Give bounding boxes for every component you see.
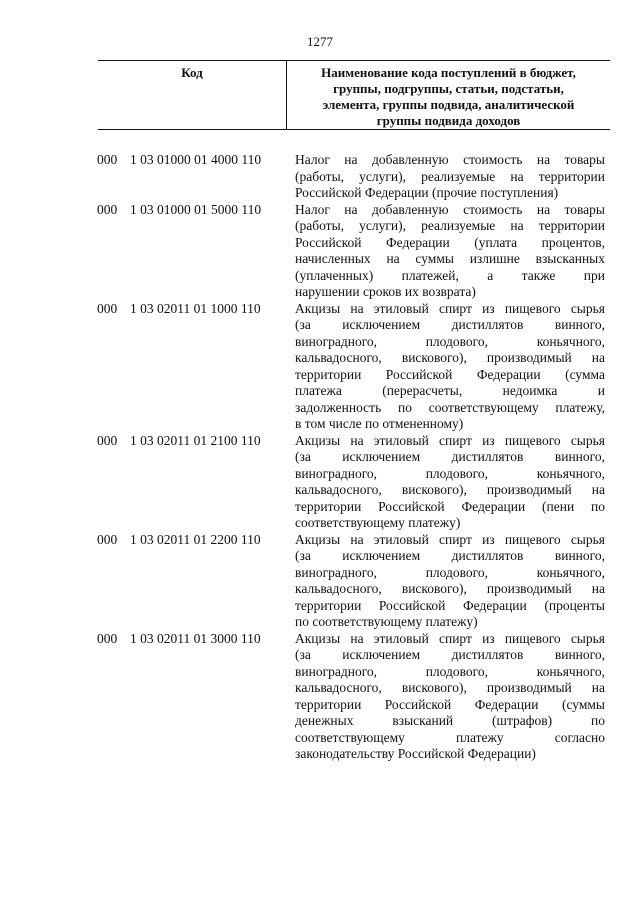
description-line: в том числе по отмененному) (295, 416, 464, 431)
description-line: кальвадосного, вискового), производимый на (295, 350, 605, 365)
description-line: территории Российской Федерации (суммы (295, 696, 605, 712)
description-line: Акцизы на этиловый спирт из пищевого сырья (295, 630, 605, 646)
table-row (0, 301, 640, 433)
description-line: задолженность по соответствующему платежу, (295, 399, 605, 415)
description-line: виноградного, плодового, коньячного, (295, 465, 605, 481)
description-line: (за исключением дистиллятов винного, (295, 647, 605, 662)
description-line: начисленных на суммы излишне взысканных (295, 251, 605, 266)
income-code: 1 03 02011 01 2100 110 (130, 432, 261, 448)
description-line: Российской Федерации (прочие поступления) (295, 185, 559, 200)
description-line: (за исключением дистиллятов винного, (295, 449, 605, 464)
admin-code: 000 (97, 201, 118, 217)
income-code: 1 03 02011 01 1000 110 (130, 300, 261, 316)
income-description (295, 152, 605, 202)
description-line: (уплаченных) платежей, а также при (295, 267, 605, 283)
header-name-line: группы, подгруппы, статьи, подстатьи, (333, 81, 564, 96)
admin-code: 000 (97, 630, 118, 646)
description-line: нарушении сроков их возврата) (295, 284, 476, 299)
description-line: территории Российской Федерации (проценты (295, 597, 605, 613)
income-description (295, 532, 605, 631)
description-line: законодательству Российской Федерации) (295, 746, 536, 761)
description-line: по соответствующему платежу) (295, 614, 478, 629)
table-row (0, 631, 640, 763)
description-line: кальвадосного, вискового), производимый на (295, 581, 605, 596)
table-row (0, 433, 640, 532)
income-description (295, 202, 605, 301)
table-row (0, 532, 640, 631)
header-name-line: группы подвида доходов (376, 113, 521, 128)
income-description (295, 433, 605, 532)
description-line: (за исключением дистиллятов винного, (295, 317, 605, 332)
description-line: Налог на добавленную стоимость на товары (295, 201, 605, 217)
description-line: (работы, услуги), реализуемые на территории (295, 168, 605, 184)
admin-code: 000 (97, 300, 118, 316)
income-code: 1 03 02011 01 2200 110 (130, 531, 261, 547)
admin-code: 000 (97, 432, 118, 448)
header-code-column: Код (181, 65, 203, 80)
description-line: Акцизы на этиловый спирт из пищевого сырья (295, 432, 605, 448)
admin-code: 000 (97, 531, 118, 547)
description-line: (работы, услуги), реализуемые на территории (295, 218, 605, 233)
description-line: территории Российской Федерации (пени по (295, 498, 605, 514)
description-line: территории Российской Федерации (сумма (295, 366, 605, 382)
income-code: 1 03 01000 01 5000 110 (130, 201, 262, 217)
admin-code: 000 (97, 152, 118, 167)
description-line: кальвадосного, вискового), производимый на (295, 680, 605, 695)
header-name-line: элемента, группы подвида, аналитической (322, 97, 575, 112)
income-description (295, 631, 605, 763)
income-description (295, 301, 605, 433)
description-line: кальвадосного, вискового), производимый на (295, 482, 605, 497)
description-line: денежных взысканий (штрафов) по (295, 713, 605, 728)
description-line: соответствующему платежу согласно (295, 729, 605, 745)
description-line: виноградного, плодового, коньячного, (295, 333, 605, 349)
page-number: 1277 (307, 34, 333, 49)
description-line: Российской Федерации (уплата процентов, (295, 234, 605, 250)
description-line: виноградного, плодового, коньячного, (295, 564, 605, 580)
description-line: Акцизы на этиловый спирт из пищевого сырья (295, 300, 605, 316)
header-name-column (286, 61, 610, 129)
description-line: Акцизы на этиловый спирт из пищевого сырья (295, 531, 605, 547)
description-line: Налог на добавленную стоимость на товары (295, 152, 605, 167)
header-name-line: Наименование кода поступлений в бюджет, (321, 65, 576, 80)
income-codes-list (0, 152, 640, 763)
table-header (98, 60, 610, 130)
description-line: платежа (перерасчеты, недоимка и (295, 383, 605, 398)
description-line: виноградного, плодового, коньячного, (295, 663, 605, 679)
description-line: (за исключением дистиллятов винного, (295, 548, 605, 563)
income-code: 1 03 01000 01 4000 110 (130, 152, 262, 167)
income-code: 1 03 02011 01 3000 110 (130, 630, 261, 646)
description-line: соответствующему платежу) (295, 515, 461, 530)
table-row (0, 152, 640, 202)
table-row (0, 202, 640, 301)
